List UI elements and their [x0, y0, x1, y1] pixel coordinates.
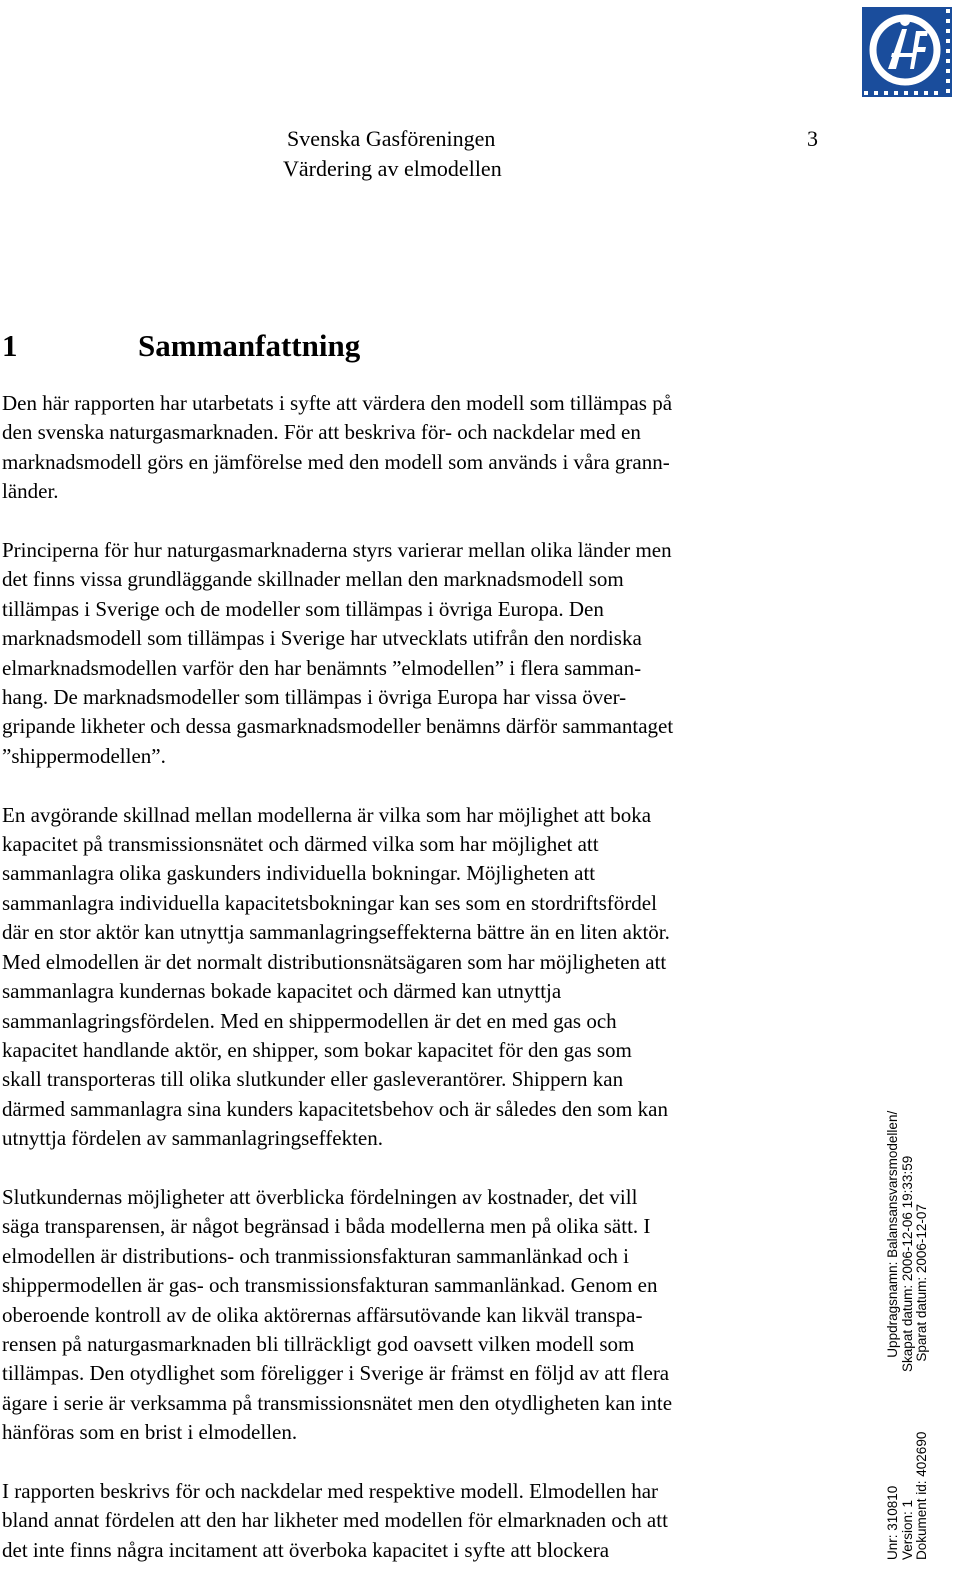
text-line: sammanlagra individuella kapacitetsbokningar kan ses som en stordriftsfördel: [2, 890, 657, 915]
section-heading: [2, 326, 360, 366]
text-line: tillämpas. Den otydlighet som föreligger i Sverige är främst en följd av att flera: [2, 1361, 670, 1386]
text-line: Slutkundernas möjligheter att överblicka fördelningen av kostnader, det vill: [2, 1184, 638, 1209]
page-number: 3: [807, 126, 818, 151]
text-line: säga transparensen, är något begränsad i båda modellerna men på olika sätt. I: [2, 1214, 651, 1239]
text-line: marknadsmodell som tillämpas i Sverige har utvecklats utifrån den nordiska: [2, 626, 642, 651]
paragraph: [2, 801, 820, 1154]
text-line: ”shippermodellen”.: [2, 743, 166, 768]
body-text: [2, 389, 820, 1595]
header-organization: Svenska Gasföreningen: [287, 126, 496, 151]
text-line: skall transporteras till olika slutkunder eller gasleverantörer. Shippern kan: [2, 1067, 624, 1092]
text-line: gripande likheter och dessa gasmarknadsmodeller benämns därför sammantaget: [2, 714, 674, 739]
text-line: I rapporten beskrivs för och nackdelar med respektive modell. Elmodellen har: [2, 1478, 659, 1503]
paragraph: [2, 536, 820, 771]
paragraph: [2, 389, 820, 507]
text-line: länder.: [2, 479, 59, 504]
text-line: ägare i serie är verksamma på transmissionsnätet men den otydligheten kan inte: [2, 1390, 673, 1415]
text-line: den svenska naturgasmarknaden. För att beskriva för- och nackdelar med en: [2, 420, 641, 445]
meta-version: Version: 1: [899, 1499, 915, 1560]
text-line: shippermodellen är gas- och transmissionsfakturan sammanlänkad. Genom en: [2, 1273, 658, 1298]
text-line: kapacitet på transmissionsnätet och därmed vilka som har möjlighet att: [2, 832, 599, 857]
text-line: elmodellen är distributions- och tranmissionsfakturan sammanlänkad och i: [2, 1243, 629, 1268]
side-metadata: [886, 1111, 930, 1560]
text-line: det finns vissa grundläggande skillnader mellan den marknadsmodell som: [2, 567, 624, 592]
text-line: sammanlagra kundernas bokade kapacitet och därmed kan utnyttja: [2, 979, 562, 1004]
paragraph: [2, 1477, 820, 1565]
meta-unr: Unr: 310810: [885, 1485, 900, 1560]
text-line: Principerna för hur naturgasmarknaderna styrs varierar mellan olika länder men: [2, 538, 672, 563]
text-line: där en stor aktör kan utnyttja sammanlagringseffekterna bättre än en liten aktör.: [2, 920, 670, 945]
text-line: sammanlagra olika gaskunders individuella bokningar. Möjligheten att: [2, 861, 596, 886]
text-line: sammanlagringsfördelen. Med en shippermodellen är det en med gas och: [2, 1008, 617, 1033]
section-title: Sammanfattning: [138, 328, 361, 363]
text-line: En avgörande skillnad mellan modellerna är vilka som har möjlighet att boka: [2, 802, 652, 827]
text-line: tillämpas i Sverige och de modeller som tillämpas i övriga Europa. Den: [2, 596, 604, 621]
meta-document-id: Dokument id: 402690: [914, 1431, 929, 1560]
paragraph: [2, 1183, 820, 1448]
meta-line-2: [901, 1111, 916, 1560]
meta-saved: Sparat datum: 2006-12-07: [914, 1204, 929, 1362]
meta-assignment: Uppdragsnamn: Balansansvarsmodellen/: [885, 1110, 900, 1358]
text-line: Den här rapporten har utarbetats i syfte att värdera den modell som tillämpas på: [2, 391, 673, 415]
text-line: utnyttja fördelen av sammanlagringseffekten.: [2, 1126, 383, 1151]
text-line: det inte finns några incitament att överboka kapacitet i syfte att blockera: [2, 1537, 610, 1562]
text-line: bland annat fördelen att den har likheter med modellen för elmarknaden och att: [2, 1508, 668, 1533]
text-line: rensen på naturgasmarknaden bli tillräckligt god oavsett vilken modell som: [2, 1331, 635, 1356]
meta-line-1: [886, 1111, 901, 1560]
section-number: 1: [2, 328, 18, 363]
text-line: därmed sammanlagra sina kunders kapacitetsbehov och är således den som kan: [2, 1096, 668, 1121]
text-line: hang. De marknadsmodeller som tillämpas i övriga Europa har vissa över-: [2, 685, 627, 710]
text-line: hänföras som en brist i elmodellen.: [2, 1420, 298, 1445]
header-document-title: Värdering av elmodellen: [283, 156, 502, 181]
text-line: marknadsmodell görs en jämförelse med den modell som används i våra grann-: [2, 449, 670, 474]
af-logo-icon: [862, 7, 952, 97]
meta-line-3: [915, 1111, 930, 1560]
text-line: oberoende kontroll av de olika aktörernas affärsutövande kan likväl transpa-: [2, 1302, 643, 1327]
text-line: kapacitet handlande aktör, en shipper, som bokar kapacitet för den gas som: [2, 1037, 632, 1062]
text-line: Med elmodellen är det normalt distributionsnätsägaren som har möjligheten att: [2, 949, 667, 974]
text-line: elmarknadsmodellen varför den har benämnts ”elmodellen” i flera samman-: [2, 655, 642, 680]
meta-created: Skapat datum: 2006-12-06 19:33:59: [899, 1155, 915, 1372]
